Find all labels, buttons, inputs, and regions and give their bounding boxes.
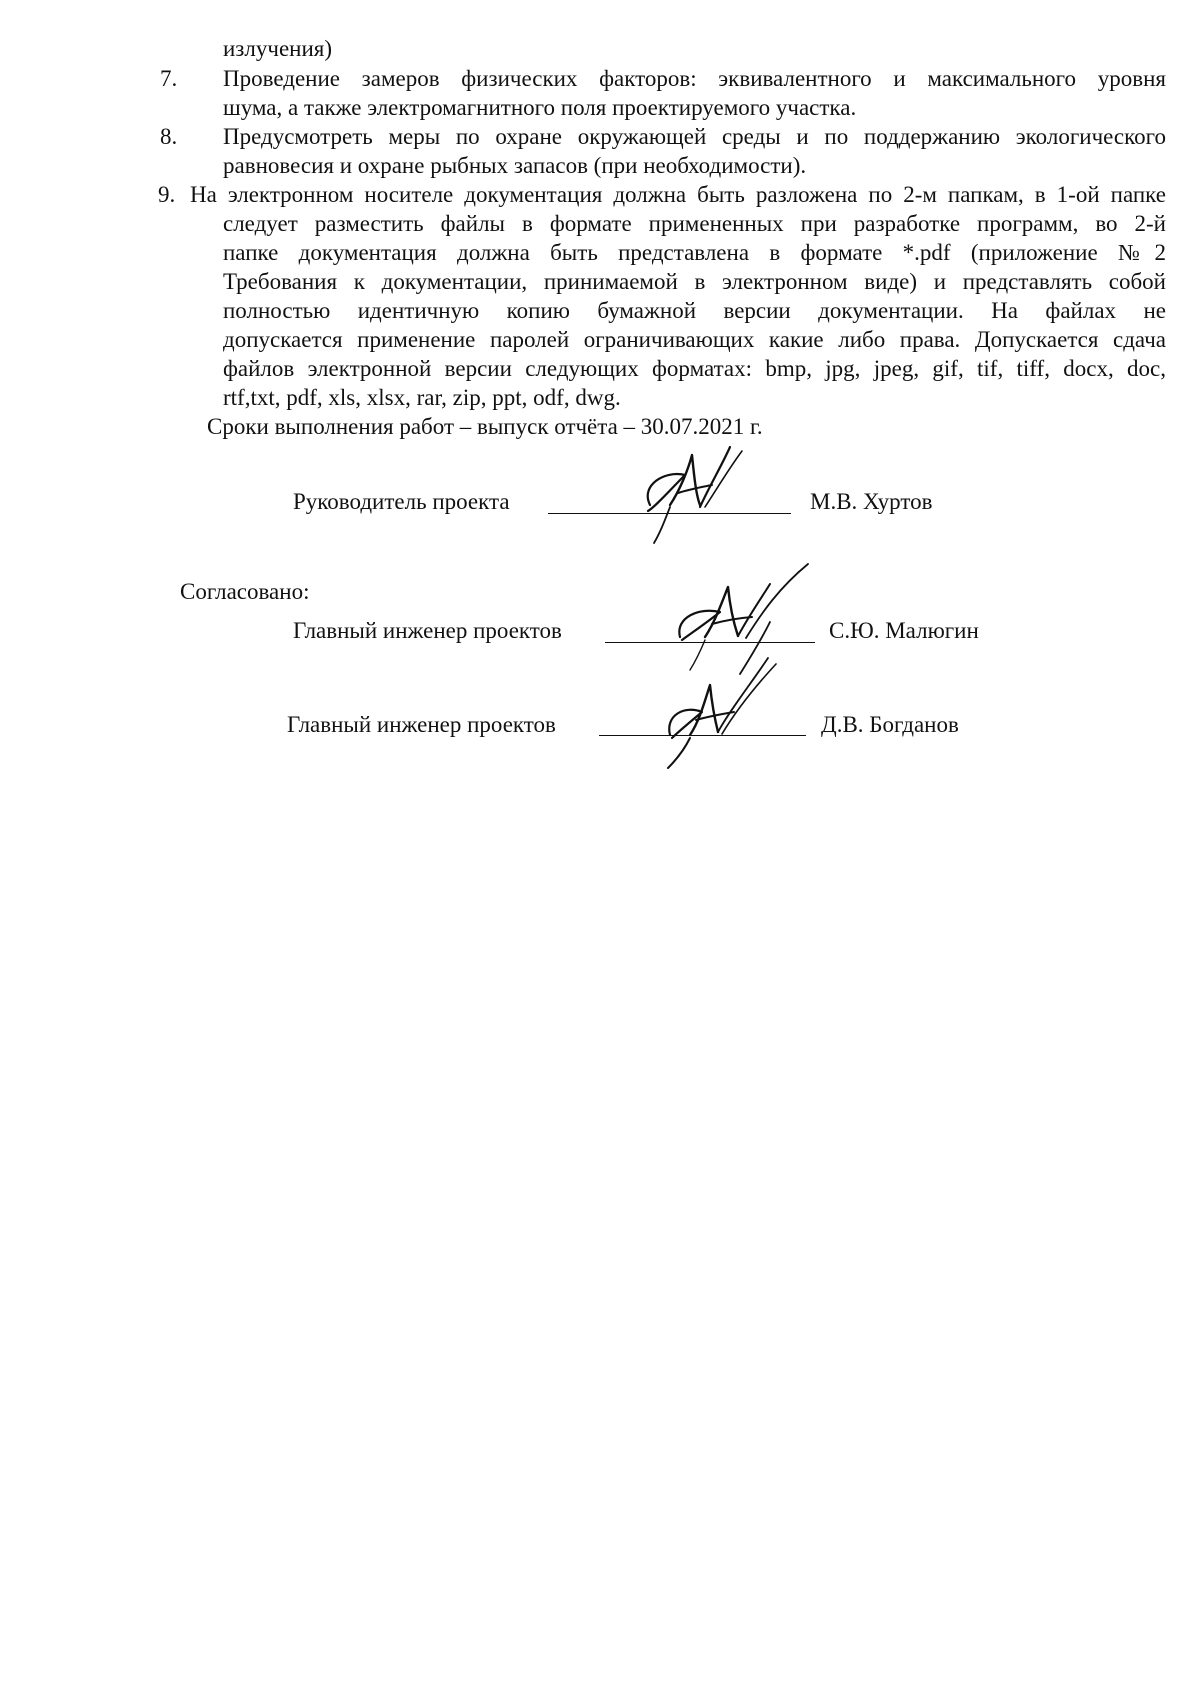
project-manager-name: М.В. Хуртов — [810, 489, 933, 514]
item-9-line-2: следует разместить файлы в формате примененных при разработке программ, во 2-й — [223, 211, 1166, 236]
item-7-line-1: Проведение замеров физических факторов: эквивалентного и максимального уровня — [223, 66, 1166, 91]
item-8-line-1: Предусмотреть меры по охране окружающей среды и по поддержанию экологического — [223, 124, 1166, 149]
item-9-line-6: допускается применение паролей ограничивающих какие либо права. Допускается сдача — [223, 327, 1166, 352]
project-manager-signature — [630, 445, 760, 545]
item-9-line-8: rtf,txt, pdf, xls, xlsx, rar, zip, ppt, odf, dwg. — [223, 385, 621, 410]
approved-label: Согласовано: — [180, 579, 310, 604]
project-manager-role: Руководитель проекта — [293, 489, 510, 514]
approver-1-role: Главный инженер проектов — [293, 618, 562, 643]
item-9-line-7: файлов электронной версии следующих форматах: bmp, jpg, jpeg, gif, tif, tiff, docx, doc, — [223, 356, 1166, 381]
item-9-line-5: полностью идентичную копию бумажной версии документации. На файлах не — [223, 298, 1166, 323]
item-9-line-4: Требования к документации, принимаемой в электронном виде) и представлять собой — [223, 269, 1166, 294]
item-9-line-3: папке документация должна быть представлена в формате *.pdf (приложение №2 — [223, 240, 1166, 265]
item-7-line-2: шума, а также электромагнитного поля проектируемого участка. — [223, 95, 857, 120]
item-8-line-2: равновесия и охране рыбных запасов (при необходимости). — [223, 153, 807, 178]
continuation-line: излучения) — [223, 36, 333, 61]
approver-2-name: Д.В. Богданов — [821, 712, 959, 737]
item-9-first-line: На электронном носителе документация должна быть разложена по 2-м папкам, в 1-ой папке — [190, 182, 1166, 207]
item-8-number: 8. — [160, 124, 178, 149]
approver-2-role: Главный инженер проектов — [287, 712, 556, 737]
item-9-number: 9. — [158, 182, 176, 207]
deadline-text: Сроки выполнения работ – выпуск отчёта – 30.07.2021 г. — [207, 414, 763, 439]
approver-2-signature — [660, 650, 780, 770]
item-7-number: 7. — [160, 66, 178, 91]
approver-1-name: С.Ю. Малюгин — [829, 618, 979, 643]
